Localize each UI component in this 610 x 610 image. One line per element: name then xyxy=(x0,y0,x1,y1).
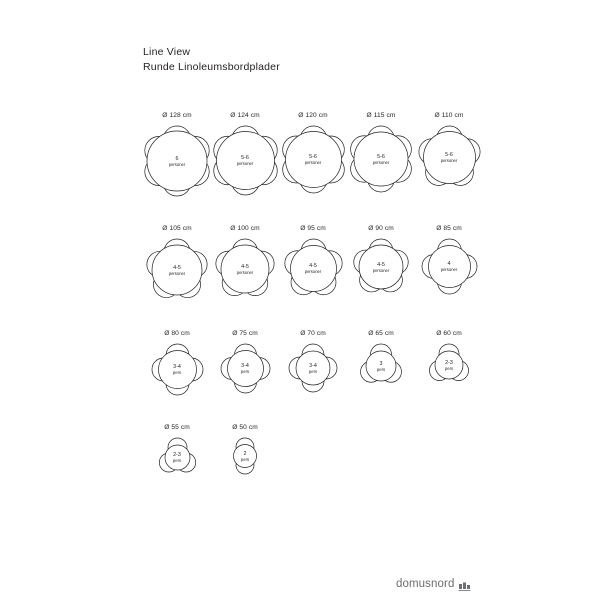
seat-unit-label: pers xyxy=(172,370,182,375)
seat-unit-label: personer xyxy=(304,160,322,165)
seat-unit-label: pers xyxy=(308,368,318,374)
table-size-cell[interactable] xyxy=(211,330,279,395)
seat-unit-label: personer xyxy=(168,161,186,167)
seat-count: 4 xyxy=(447,261,451,267)
seat-unit-label: pers xyxy=(240,369,250,374)
seat-unit-label: personer xyxy=(236,269,254,275)
diameter-label: Ø 100 cm xyxy=(230,225,260,232)
size-row xyxy=(143,225,483,303)
seat-count: 3-4 xyxy=(309,362,317,369)
diameter-label: Ø 50 cm xyxy=(232,424,258,431)
diameter-label: Ø 60 cm xyxy=(436,330,462,337)
table-figure xyxy=(420,237,479,296)
table-figure xyxy=(357,342,405,390)
diameter-label: Ø 55 cm xyxy=(164,424,190,431)
seat-unit-label: personer xyxy=(372,159,390,165)
table-size-cell[interactable] xyxy=(279,112,347,195)
table-figure xyxy=(213,237,277,301)
diameter-label: Ø 85 cm xyxy=(436,225,462,232)
table-size-cell[interactable] xyxy=(143,424,211,479)
table-size-cell[interactable] xyxy=(279,225,347,300)
seat-unit-label: personer xyxy=(168,270,186,276)
diameter-label: Ø 75 cm xyxy=(232,330,258,337)
size-row xyxy=(143,424,483,479)
seat-unit-label: personer xyxy=(304,269,322,274)
table-figure xyxy=(426,342,472,388)
seat-count: 4-5 xyxy=(309,263,317,269)
table-size-cell[interactable] xyxy=(143,225,211,303)
table-size-cell[interactable] xyxy=(143,112,211,198)
seat-unit-label: personer xyxy=(372,267,390,273)
size-row xyxy=(143,112,483,198)
table-size-cell[interactable] xyxy=(347,225,415,297)
footer-brand xyxy=(396,578,471,590)
table-figure xyxy=(346,124,416,194)
seat-unit-label: pers xyxy=(240,456,250,462)
seat-count: 3-4 xyxy=(241,363,249,369)
table-figure xyxy=(287,342,339,394)
seat-unit-label: personer xyxy=(236,161,254,166)
table-figure xyxy=(282,237,345,300)
diameter-label: Ø 95 cm xyxy=(300,225,326,232)
seat-count: 4-5 xyxy=(377,261,385,268)
diameter-label: Ø 65 cm xyxy=(368,330,394,337)
seat-unit-label: personer xyxy=(440,158,458,163)
table-figure xyxy=(144,237,210,303)
diameter-label: Ø 80 cm xyxy=(164,330,190,337)
table-figure xyxy=(278,124,349,195)
diameter-label: Ø 128 cm xyxy=(162,112,192,119)
diameter-label: Ø 110 cm xyxy=(434,112,464,119)
diameter-label: Ø 105 cm xyxy=(162,225,192,232)
table-figure xyxy=(140,124,214,198)
size-row xyxy=(143,330,483,397)
domusnord-logo-icon xyxy=(458,579,471,590)
table-figure xyxy=(156,436,199,479)
table-size-cell[interactable] xyxy=(347,330,415,390)
seat-unit-label: pers xyxy=(376,366,386,372)
seat-count: 3-4 xyxy=(173,364,181,370)
diameter-label: Ø 90 cm xyxy=(368,225,394,232)
table-size-cell[interactable] xyxy=(211,112,279,197)
diameter-label: Ø 124 cm xyxy=(230,112,260,119)
table-size-cell[interactable] xyxy=(347,112,415,194)
table-size-cell[interactable] xyxy=(415,112,483,191)
seat-unit-label: pers xyxy=(172,458,182,463)
diameter-label: Ø 115 cm xyxy=(366,112,396,119)
table-size-cell[interactable] xyxy=(211,225,279,301)
seat-count: 5-6 xyxy=(445,152,453,158)
table-figure xyxy=(351,237,411,297)
diameter-label: Ø 120 cm xyxy=(298,112,328,119)
seat-count: 5-6 xyxy=(377,153,385,160)
seat-count: 2 xyxy=(243,450,247,457)
table-size-grid xyxy=(143,112,483,506)
diameter-label: Ø 70 cm xyxy=(300,330,326,337)
page-title xyxy=(143,45,280,75)
table-size-cell[interactable] xyxy=(415,225,483,296)
seat-count: 2-3 xyxy=(445,359,453,366)
table-size-cell[interactable] xyxy=(279,330,347,394)
table-figure xyxy=(219,342,272,395)
table-size-cell[interactable] xyxy=(211,424,279,476)
table-figure xyxy=(150,342,205,397)
seat-unit-label: pers xyxy=(444,365,454,371)
seat-count: 4-5 xyxy=(241,263,249,270)
seat-count: 3 xyxy=(379,360,383,367)
title-line-1: Line View xyxy=(143,46,191,58)
seat-count: 2-3 xyxy=(173,452,181,458)
seat-count: 4-5 xyxy=(173,264,181,271)
seat-count: 5-6 xyxy=(241,155,249,161)
table-figure xyxy=(225,436,265,476)
table-size-cell[interactable] xyxy=(143,330,211,397)
table-size-cell[interactable] xyxy=(415,330,483,388)
table-figure xyxy=(209,124,282,197)
table-figure xyxy=(416,124,483,191)
title-line-2: Runde Linoleumsbordplader xyxy=(143,61,280,73)
seat-count: 5-6 xyxy=(309,154,317,160)
seat-unit-label: personer xyxy=(440,267,458,272)
seat-count: 6 xyxy=(175,155,179,162)
brand-name: domusnord xyxy=(396,578,455,590)
